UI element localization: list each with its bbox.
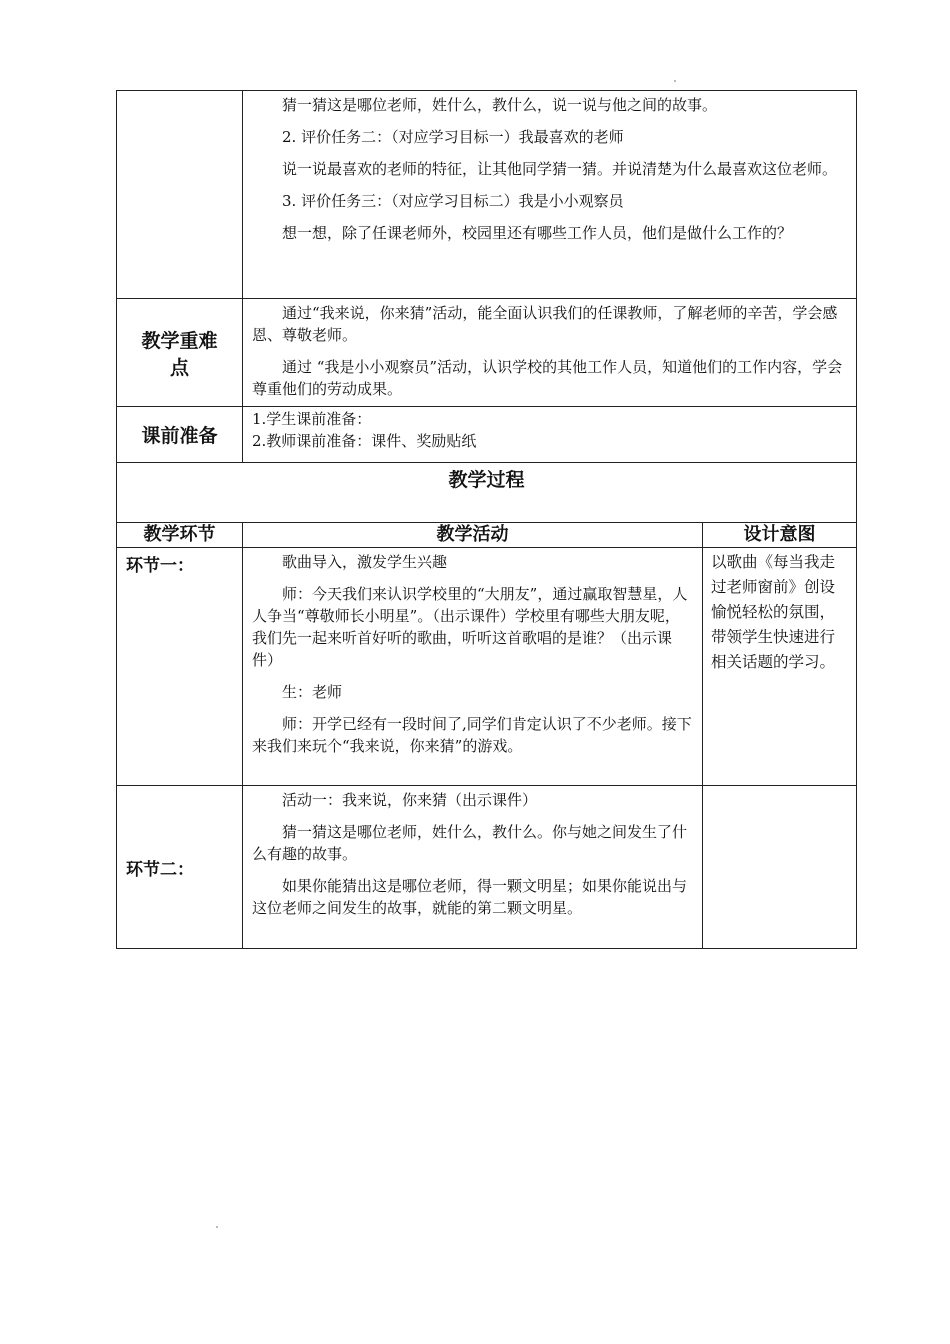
evaluation-paragraph: 3. 评价任务三：（对应学习目标二）我是小小观察员 <box>282 192 624 210</box>
key-points-row <box>117 299 857 407</box>
stage-two-paragraph: 猜一猜这是哪位老师，姓什么，教什么。你与她之间发生了什么有趣的故事。 <box>252 823 688 863</box>
preparation-row <box>117 407 857 463</box>
evaluation-tasks-row <box>117 91 857 299</box>
stage-one-activity <box>243 548 703 786</box>
key-point-paragraph: 通过“我来说，你来猜”活动，能全面认识我们的任课教师，了解老师的辛苦，学会感恩、尊敬老师。 <box>252 304 838 344</box>
evaluation-paragraph: 猜一猜这是哪位老师，姓什么，教什么，说一说与他之间的故事。 <box>282 96 718 114</box>
preparation-content <box>243 407 857 463</box>
lesson-plan-table <box>116 90 857 949</box>
activity-header: 教学活动 <box>243 523 703 548</box>
teacher-preparation: 2.教师课前准备：课件、奖励贴纸 <box>252 432 477 450</box>
stage-one-label: 环节一： <box>117 548 243 786</box>
stage-one-row <box>117 548 857 786</box>
page-mark-bottom <box>216 1226 218 1228</box>
stage-two-intent <box>703 786 857 949</box>
stage-two-activity <box>243 786 703 949</box>
process-title-row <box>117 463 857 523</box>
intent-header: 设计意图 <box>703 523 857 548</box>
stage-two-paragraph: 如果你能猜出这是哪位老师，得一颗文明星；如果你能说出与这位老师之间发生的故事，就能的第二颗文明星。 <box>252 877 688 917</box>
evaluation-paragraph: 想一想，除了任课老师外，校园里还有哪些工作人员，他们是做什么工作的？ <box>282 224 793 242</box>
stage-one-intent: 以歌曲《每当我走过老师窗前》创设愉悦轻松的氛围，带领学生快速进行相关话题的学习。 <box>703 548 857 786</box>
stage-header: 教学环节 <box>117 523 243 548</box>
preparation-label: 课前准备 <box>117 407 243 463</box>
key-points-content <box>243 299 857 407</box>
student-preparation: 1.学生课前准备： <box>252 410 372 428</box>
key-points-label: 教学重难点 <box>117 299 243 407</box>
stage-one-paragraph: 师：开学已经有一段时间了,同学们肯定认识了不少老师。接下来我们来玩个“我来说，你来猜”的游戏。 <box>252 715 692 755</box>
evaluation-tasks-label-cell <box>117 91 243 299</box>
evaluation-tasks-content <box>243 91 857 299</box>
evaluation-paragraph: 2. 评价任务二：（对应学习目标一）我最喜欢的老师 <box>282 128 624 146</box>
evaluation-paragraph: 说一说最喜欢的老师的特征，让其他同学猜一猜。并说清楚为什么最喜欢这位老师。 <box>282 160 838 178</box>
stage-two-row <box>117 786 857 949</box>
process-header-row <box>117 523 857 548</box>
stage-two-paragraph: 活动一：我来说，你来猜（出示课件） <box>282 791 538 809</box>
stage-one-paragraph: 歌曲导入，激发学生兴趣 <box>282 553 448 571</box>
stage-one-paragraph: 生：老师 <box>282 683 343 701</box>
process-title: 教学过程 <box>117 463 857 523</box>
stage-one-paragraph: 师：今天我们来认识学校里的“大朋友”，通过赢取智慧星，人人争当“尊敬师长小明星”。（出示课件）学校里有哪些大朋友呢，我们先一起来听首好听的歌曲，听听这首歌唱的是谁？（出示课件） <box>252 585 688 669</box>
stage-two-label: 环节二： <box>117 786 243 949</box>
key-point-paragraph: 通过 “我是小小观察员”活动，认识学校的其他工作人员，知道他们的工作内容，学会尊重他们的劳动成果。 <box>252 358 843 398</box>
page-mark-top <box>674 80 676 82</box>
